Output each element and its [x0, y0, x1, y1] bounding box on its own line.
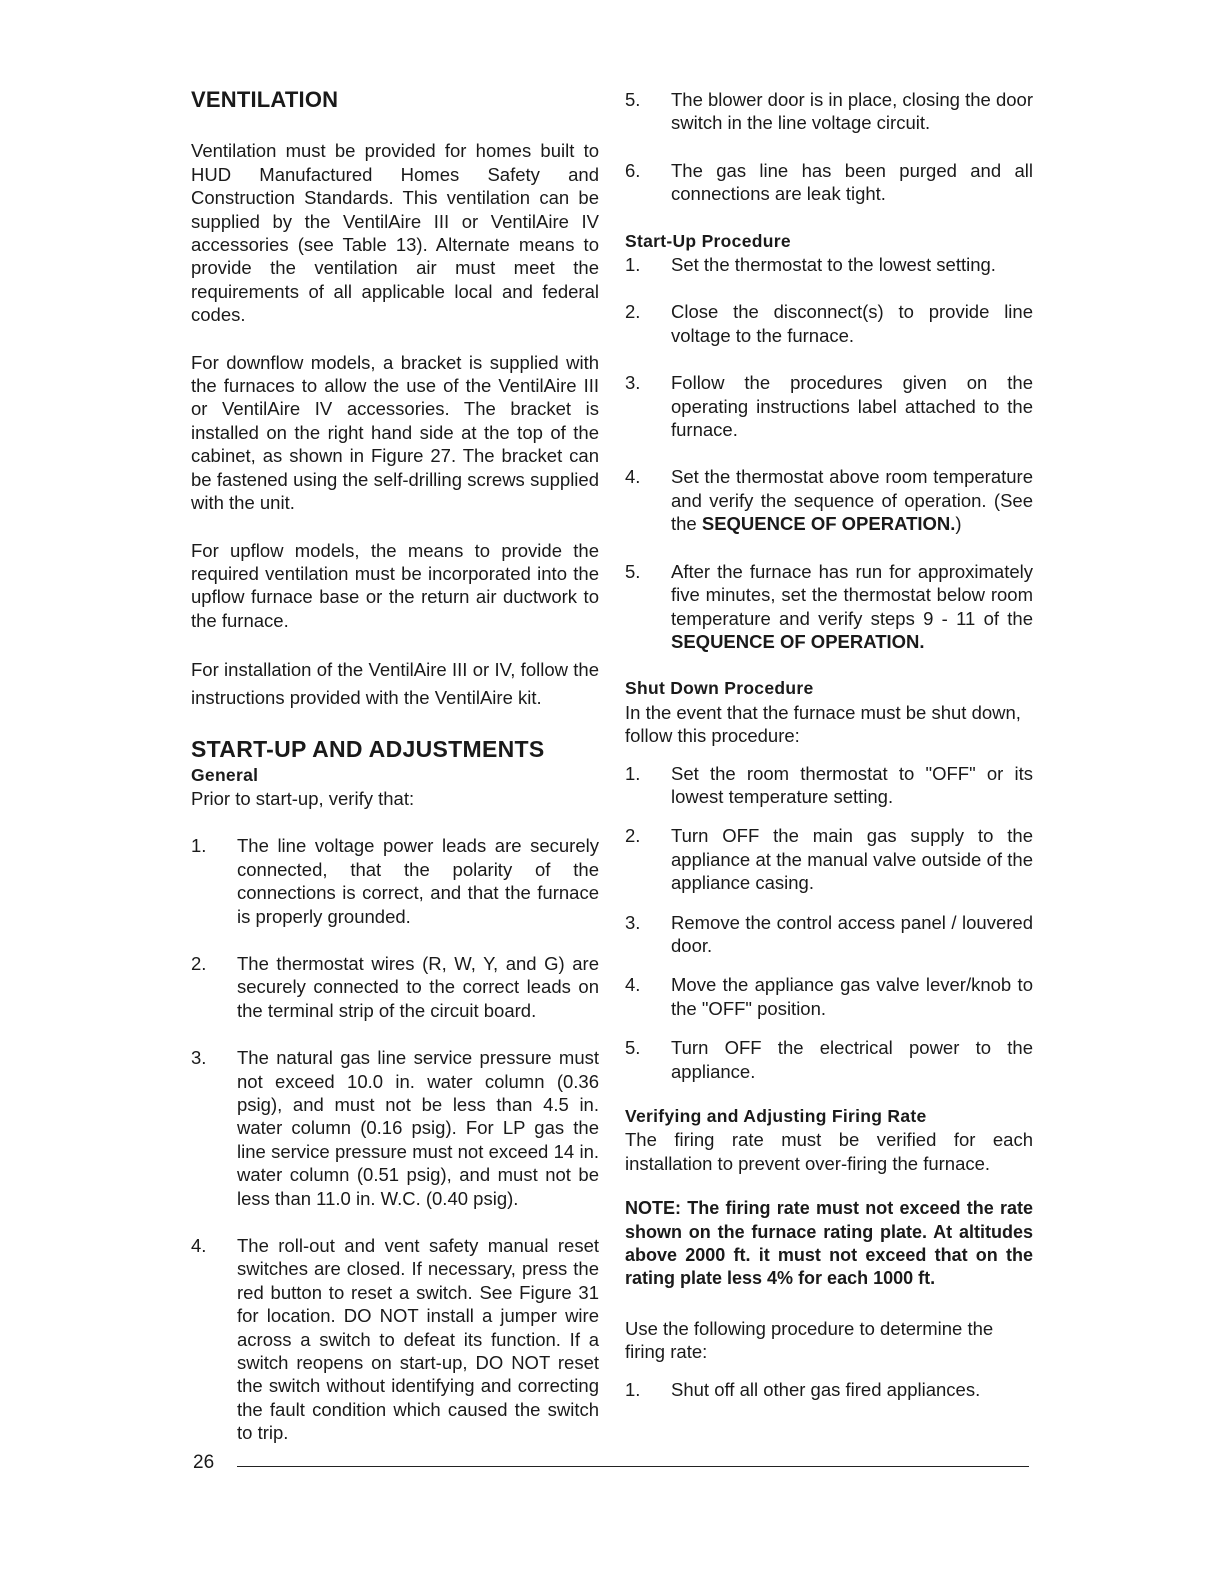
- list-item-text: The natural gas line service pressure must not exceed 10.0 in. water column (0.36 psig), and must not be less than 4.5 in. water column (0.16 psig). For LP gas the line service pressure must not exceed 14 in. water column (0.51 psig), and must not be less than 11.0 in. W.C. (0.40 psig).: [237, 1047, 599, 1209]
- list-item: [625, 465, 1033, 535]
- list-item-text: Shut off all other gas fired appliances.: [671, 1378, 981, 1400]
- list-item: [625, 253, 1033, 276]
- list-item-number: 6.: [625, 159, 641, 181]
- right-column: [625, 88, 1033, 1401]
- sequence-of-operation-ref: SEQUENCE OF OPERATION.: [671, 630, 925, 652]
- ventilation-paragraph-1: Ventilation must be provided for homes built to HUD Manufactured Homes Safety and Construction Standards. This ventilation can be supplied by the VentilAire III or VentilAire IV accessories (see Table 13). Alternate means to provide the ventilation air must meet the requirements of all applicable local and federal codes.: [191, 140, 599, 326]
- shutdown-intro: In the event that the furnace must be shut down, follow this procedure:: [625, 701, 1021, 747]
- list-item-text: Set the thermostat above room temperature and verify the sequence of operation. (See the: [671, 466, 1033, 535]
- list-item-number: 4.: [625, 974, 641, 996]
- list-item-number: 4.: [625, 466, 641, 488]
- list-item: [191, 1234, 599, 1445]
- list-item-number: 1.: [191, 835, 207, 857]
- sequence-of-operation-ref: SEQUENCE OF OPERATION.: [701, 513, 956, 535]
- list-item: [625, 1378, 1033, 1401]
- list-item-text: The thermostat wires (R, W, Y, and G) are securely connected to the correct leads on the terminal strip of the circuit board.: [237, 952, 599, 1021]
- footer-divider: [237, 1466, 1029, 1467]
- list-item-text: Set the room thermostat to "OFF" or its lowest temperature setting.: [671, 762, 1033, 807]
- list-item-number: 5.: [625, 560, 641, 582]
- list-item: [625, 88, 1033, 135]
- list-item-number: 3.: [625, 911, 641, 933]
- list-item: [625, 973, 1033, 1020]
- page-number: 26: [193, 1452, 215, 1473]
- list-item-text: Set the thermostat to the lowest setting.: [671, 254, 996, 276]
- shutdown-procedure-heading: Shut Down Procedure: [625, 678, 814, 699]
- list-item-text: The roll-out and vent safety manual reset switches are closed. If necessary, press the red button to reset a switch. See Figure 31 for location. DO NOT install a jumper wire across a switch to defeat its function. If a switch reopens on start-up, DO NOT reset the switch without identifying and correcting the fault condition which caused the switch to trip.: [237, 1235, 599, 1444]
- left-column: [191, 88, 599, 1445]
- startup-adjustments-title: START-UP AND ADJUSTMENTS: [191, 736, 545, 763]
- list-item: [191, 952, 599, 1022]
- list-item: [625, 560, 1033, 654]
- list-item: [625, 911, 1033, 958]
- list-item-number: 4.: [191, 1235, 207, 1257]
- list-item-text: Turn OFF the electrical power to the appliance.: [671, 1037, 1033, 1082]
- list-item-number: 2.: [625, 301, 641, 323]
- ventilation-paragraph-4: For installation of the VentilAire III or IV, follow the instructions provided with the VentilAire kit.: [191, 659, 599, 709]
- list-item-text: Move the appliance gas valve lever/knob to the "OFF" position.: [671, 974, 1033, 1019]
- list-item-number: 3.: [625, 372, 641, 394]
- list-item: [625, 1036, 1033, 1083]
- list-item-number: 1.: [625, 1378, 641, 1400]
- list-item-text: The gas line has been purged and all connections are leak tight.: [671, 159, 1033, 205]
- list-item-number: 5.: [625, 1037, 641, 1059]
- general-intro: Prior to start-up, verify that:: [191, 787, 415, 809]
- ventilation-title: VENTILATION: [191, 87, 339, 112]
- list-item: [625, 824, 1033, 894]
- list-item-number: 5.: [625, 89, 641, 110]
- list-item-text: After the furnace has run for approximately five minutes, set the thermostat below room temperature and verify steps 9 - 11 of the: [671, 560, 1033, 629]
- firing-rate-note: NOTE: The firing rate must not exceed the rate shown on the furnace rating plate. At altitudes above 2000 ft. it must not exceed that on the rating plate less 4% for each 1000 ft.: [625, 1198, 1033, 1289]
- list-item-number: 2.: [625, 825, 641, 847]
- list-item: [191, 834, 599, 928]
- firing-rate-paragraph: The firing rate must be verified for each installation to prevent over-firing the furnace.: [625, 1129, 1033, 1174]
- list-item: [191, 1046, 599, 1210]
- ventilation-paragraph-3: For upflow models, the means to provide the required ventilation must be incorporated into the upflow furnace base or the return air ductwork to the furnace.: [191, 539, 599, 631]
- list-item-number: 1.: [625, 254, 641, 276]
- list-item-number: 3.: [191, 1047, 207, 1069]
- ventilation-paragraph-2: For downflow models, a bracket is supplied with the furnaces to allow the use of the VentilAire III or VentilAire IV accessories. The bracket is installed on the right hand side at the top of the cabinet, as shown in Figure 27. The bracket can be fastened using the self-drilling screws supplied with the unit.: [191, 351, 599, 514]
- list-item: [625, 159, 1033, 206]
- firing-rate-heading: Verifying and Adjusting Firing Rate: [625, 1106, 927, 1126]
- list-item-number: 1.: [625, 762, 641, 784]
- firing-rate-procedure-intro: Use the following procedure to determine the firing rate:: [625, 1317, 994, 1363]
- list-item-text: Turn OFF the main gas supply to the appliance at the manual valve outside of the appliance casing.: [671, 825, 1033, 894]
- list-item-text: Remove the control access panel / louvered door.: [671, 911, 1033, 956]
- list-item: [625, 300, 1033, 347]
- list-item-text-end: ): [955, 513, 962, 535]
- list-item-text: The blower door is in place, closing the door switch in the line voltage circuit.: [671, 89, 1033, 134]
- list-item: [625, 762, 1033, 809]
- list-item-number: 2.: [191, 952, 207, 974]
- general-heading: General: [191, 764, 259, 785]
- list-item-text: Close the disconnect(s) to provide line voltage to the furnace.: [671, 301, 1033, 346]
- startup-procedure-heading: Start-Up Procedure: [625, 230, 791, 251]
- list-item-text: The line voltage power leads are securely connected, that the polarity of the connections is correct, and that the furnace is properly grounded.: [237, 835, 599, 927]
- list-item: [625, 371, 1033, 441]
- list-item-text: Follow the procedures given on the operating instructions label attached to the furnace.: [671, 372, 1033, 441]
